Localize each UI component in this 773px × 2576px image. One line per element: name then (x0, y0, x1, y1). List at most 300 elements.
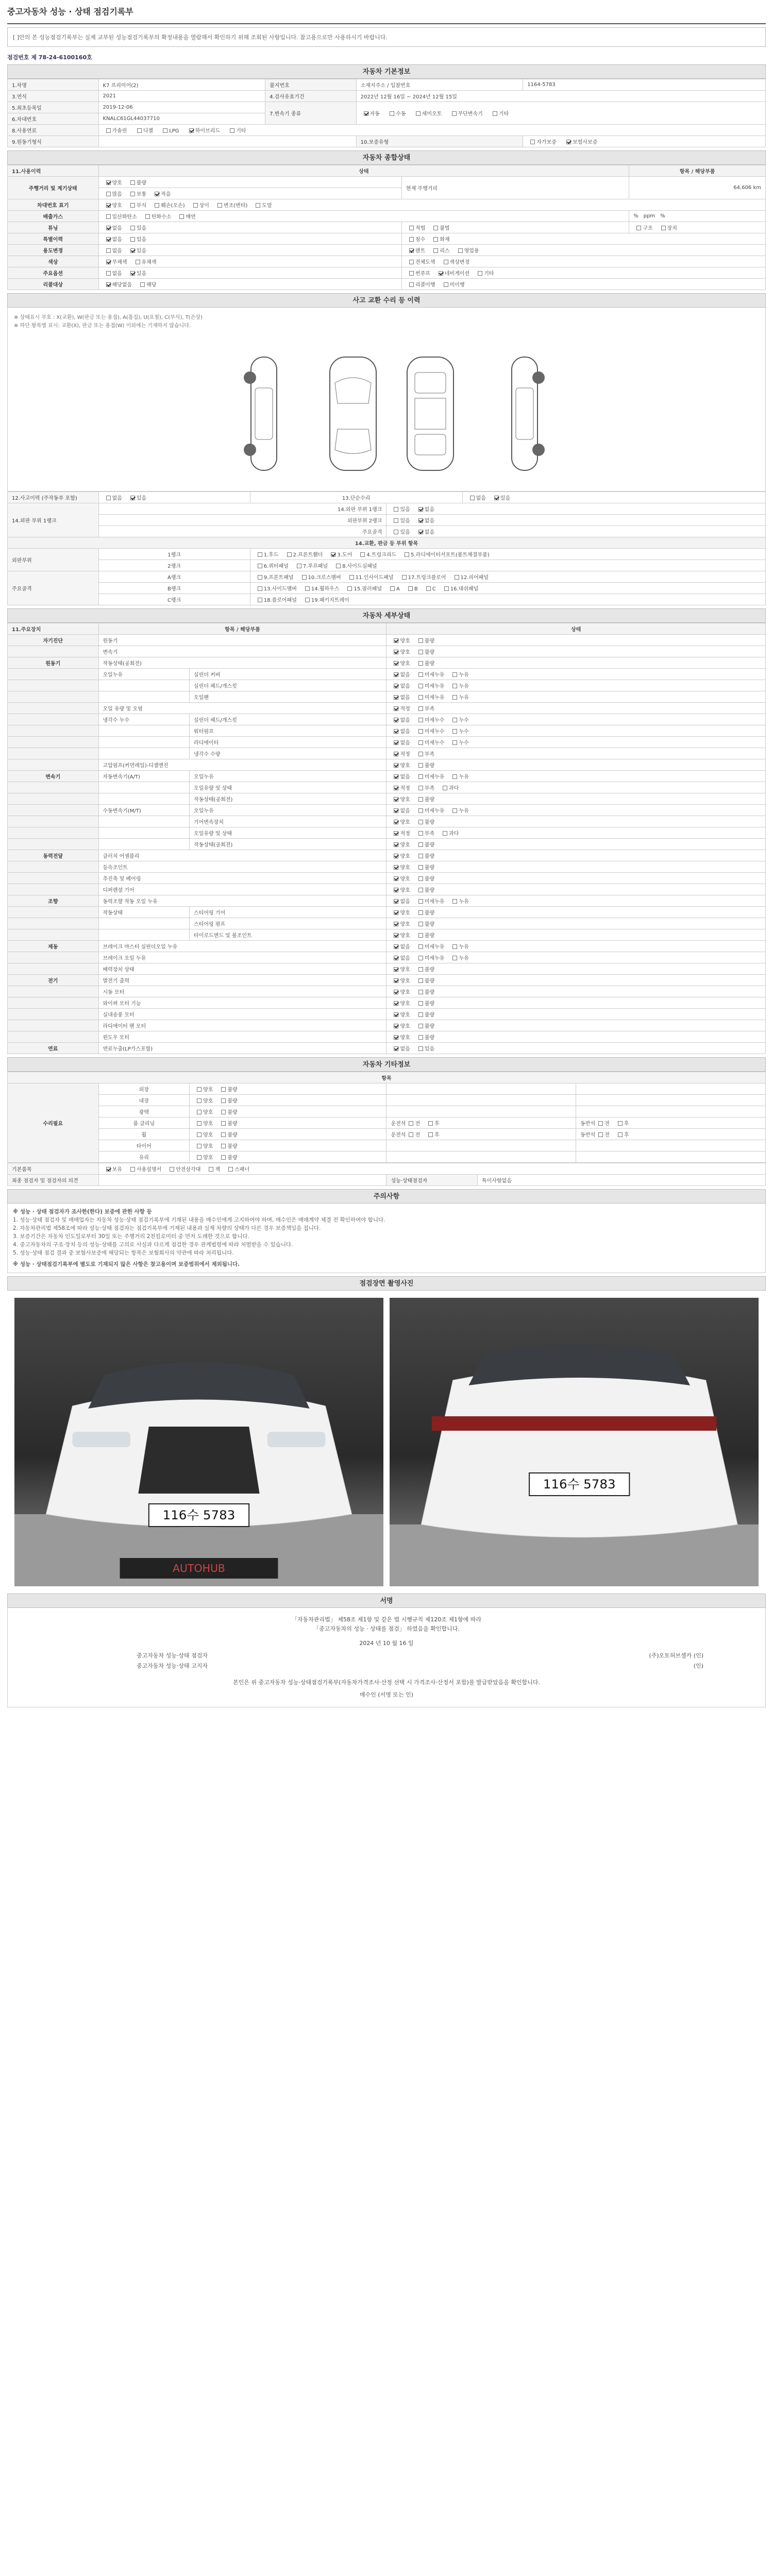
state-checkbox[interactable] (394, 1012, 398, 1017)
detail-row (8, 918, 766, 929)
detail-row (8, 1031, 766, 1043)
state-checkbox[interactable] (418, 842, 423, 847)
detail-subitem: 오일누유 (190, 771, 386, 782)
checkbox-option-etc[interactable] (478, 271, 482, 276)
state-checkbox[interactable] (443, 831, 447, 836)
state-checkbox[interactable] (418, 740, 423, 745)
checkbox-mileage-normal[interactable] (130, 192, 135, 196)
recall-options: 해당없음 해당 (98, 279, 401, 290)
detail-state (386, 907, 766, 918)
checkbox-insurance-warranty[interactable] (566, 140, 571, 144)
checkbox-pillar-b[interactable] (408, 586, 413, 591)
state-checkbox[interactable] (418, 899, 423, 904)
detail-device: 동력전달 (8, 850, 99, 861)
checkbox-rank1-no[interactable] (418, 507, 423, 512)
state-checkbox[interactable] (394, 808, 398, 813)
mileage-value: 64,606 km (629, 177, 766, 199)
detail-subitem: 타이로드엔드 및 볼조인트 (190, 929, 386, 941)
state-checkbox[interactable] (452, 944, 457, 949)
checkbox-semiauto[interactable] (416, 111, 421, 116)
other-side-cell (576, 1095, 766, 1106)
state-checkbox[interactable] (418, 944, 423, 949)
checkbox-co[interactable] (106, 214, 111, 219)
state-checkbox[interactable] (418, 876, 423, 881)
state-checkbox[interactable] (452, 684, 457, 688)
detail-row (8, 861, 766, 873)
checkbox-inside-panel[interactable] (349, 575, 354, 580)
state-checkbox[interactable] (418, 797, 423, 802)
state-checkbox[interactable] (394, 956, 398, 960)
checkbox-trunk-floor[interactable] (402, 575, 407, 580)
state-checkbox[interactable] (418, 820, 423, 824)
car-front-view-icon (322, 352, 384, 476)
state-checkbox[interactable] (418, 922, 423, 926)
checkbox-hc[interactable] (145, 214, 150, 219)
detail-state (386, 861, 766, 873)
detail-subitem: 워터펌프 (190, 725, 386, 737)
checkbox-recall-notdone[interactable] (444, 282, 448, 287)
state-checkbox[interactable] (418, 695, 423, 700)
state-checkbox[interactable] (418, 684, 423, 688)
state-checkbox[interactable] (418, 661, 423, 666)
state-checkbox[interactable] (394, 1035, 398, 1040)
rankC-parts: 18.플로어패널 19.패키지트레이 (250, 594, 765, 605)
checkbox-mileage-many[interactable] (106, 192, 111, 196)
position-checkbox[interactable] (618, 1132, 623, 1137)
state-label: 누유 (459, 672, 469, 678)
checkbox-trunk-lid[interactable] (360, 552, 365, 557)
state-checkbox[interactable] (394, 1024, 398, 1028)
state-checkbox[interactable] (197, 1144, 201, 1148)
detail-row (8, 839, 766, 850)
car-top-view-icon (399, 352, 461, 476)
state-label: 양호 (400, 933, 410, 939)
state-checkbox[interactable] (394, 910, 398, 915)
checkbox-cvt[interactable] (452, 111, 457, 116)
simple-repair-label: 13.단순수리 (250, 492, 462, 503)
vin-mark-label: 차대번호 표기 (8, 199, 99, 211)
checkbox-spanner[interactable] (228, 1167, 233, 1172)
checkbox-mileage-few[interactable] (155, 192, 159, 196)
detail-row (8, 884, 766, 895)
detail-item (98, 691, 190, 703)
checkbox-side-sill[interactable] (336, 564, 341, 568)
state-label: 미세누유 (424, 956, 445, 961)
checkbox-vin-rust[interactable] (130, 203, 135, 208)
state-checkbox[interactable] (197, 1155, 201, 1160)
state-checkbox[interactable] (452, 808, 457, 813)
checkbox-triangle[interactable] (170, 1167, 174, 1172)
checkbox-rear-panel[interactable] (455, 575, 459, 580)
state-checkbox[interactable] (452, 695, 457, 700)
state-checkbox[interactable] (418, 956, 423, 960)
state-checkbox[interactable] (221, 1144, 226, 1148)
option-type-options: 썬루프 네비게이션 기타 (401, 267, 765, 279)
state-checkbox[interactable] (418, 933, 423, 938)
checkbox-rent[interactable] (409, 248, 414, 253)
state-checkbox[interactable] (418, 990, 423, 994)
state-checkbox[interactable] (418, 638, 423, 643)
detail-item: 작동상태 (98, 907, 190, 918)
state-checkbox[interactable] (394, 933, 398, 938)
state-label: 불량 (424, 661, 435, 667)
other-item-label: 외장 (98, 1083, 190, 1095)
checkbox-tuning-device[interactable] (661, 226, 666, 230)
detail-row (8, 975, 766, 986)
checkbox-tuning-legal[interactable] (409, 226, 414, 230)
state-checkbox[interactable] (418, 1024, 423, 1028)
state-checkbox[interactable] (394, 820, 398, 824)
other-item-state (190, 1151, 386, 1163)
detail-row (8, 963, 766, 975)
state-checkbox[interactable] (394, 740, 398, 745)
state-checkbox[interactable] (418, 888, 423, 892)
checkbox-floor-panel[interactable] (258, 598, 262, 602)
checkbox-fender[interactable] (287, 552, 292, 557)
state-checkbox[interactable] (394, 752, 398, 756)
checkbox-navigation[interactable] (439, 271, 443, 276)
checkbox-rank1-yes[interactable] (394, 507, 398, 512)
state-checkbox[interactable] (394, 854, 398, 858)
state-label: 없음 (400, 740, 410, 746)
state-checkbox[interactable] (394, 967, 398, 972)
state-checkbox[interactable] (394, 1001, 398, 1006)
checkbox-recall-done[interactable] (409, 282, 414, 287)
state-label: 불량 (424, 990, 435, 995)
checkbox-tuning-illegal[interactable] (433, 226, 438, 230)
state-checkbox[interactable] (452, 729, 457, 734)
detail-device (8, 997, 99, 1009)
state-checkbox[interactable] (221, 1155, 226, 1160)
accident-options: 없음 있음 (98, 492, 250, 503)
checkbox-hybrid[interactable] (189, 128, 194, 133)
detail-subitem: 오일유량 및 상태 (190, 782, 386, 793)
state-checkbox[interactable] (418, 774, 423, 779)
state-checkbox[interactable] (418, 854, 423, 858)
detail-state (386, 1020, 766, 1031)
position-checkbox[interactable] (428, 1132, 433, 1137)
state-checkbox[interactable] (418, 865, 423, 870)
checkbox-hood[interactable] (258, 552, 262, 557)
position-checkbox[interactable] (409, 1132, 413, 1137)
detail-subitem: 오일누유 (190, 805, 386, 816)
state-checkbox[interactable] (221, 1132, 226, 1137)
state-checkbox[interactable] (418, 650, 423, 654)
state-checkbox[interactable] (197, 1110, 201, 1114)
checkbox-tuning-none[interactable] (106, 226, 111, 230)
checkbox-smoke[interactable] (179, 214, 184, 219)
detail-subitem: 실린더 커버 (190, 669, 386, 680)
checkbox-usage-none[interactable] (106, 248, 111, 253)
position-label: 전 (604, 1121, 610, 1127)
rank1-label: 1랭크 (98, 549, 250, 560)
usage-type-options: 렌트 리스 영업용 (401, 245, 765, 256)
position-checkbox[interactable] (598, 1121, 603, 1126)
state-label: 양호 (203, 1098, 213, 1104)
state-checkbox[interactable] (418, 763, 423, 768)
checkbox-gauge-bad[interactable] (130, 180, 135, 185)
detail-state (386, 680, 766, 691)
checkbox-lpg[interactable] (163, 128, 167, 133)
detail-item: 원동기 (98, 635, 386, 646)
state-checkbox[interactable] (418, 1001, 423, 1006)
state-checkbox[interactable] (221, 1098, 226, 1103)
state-label: 양호 (203, 1121, 213, 1127)
checkbox-dash-panel[interactable] (444, 586, 449, 591)
sign-area: 「자동차관리법」 제58조 제1항 및 같은 법 시행규칙 제120조 제1항에 따라 「중고자동차의 성능 · 상태를 점검」 하였음을 확인합니다. 2024 년 10 월 16 일 중고자동차 성능·상태 점검자 (주)오토허브셀카 (인) 중고자동차 성능·상태 고지자 (인) 본인은 위 중고자동차 성능·상태점검기록부(자동차가격조사·산정 선택 시 가격조사·산정서 포함)를 발급받았음을 확인합니다. 매수인 (서명 또는 인) (7, 1608, 766, 1707)
state-checkbox[interactable] (418, 1035, 423, 1040)
checkbox-achromatic[interactable] (106, 260, 111, 264)
detail-device (8, 1020, 99, 1031)
state-label: 없음 (400, 1046, 410, 1052)
checkbox-repair-yes[interactable] (494, 496, 499, 500)
state-checkbox[interactable] (394, 786, 398, 790)
checkbox-full-paint[interactable] (409, 260, 414, 264)
detail-item: 라디에이터 팬 모터 (98, 1020, 386, 1031)
detail-item (98, 816, 190, 827)
detail-row (8, 929, 766, 941)
checkbox-pillar[interactable] (347, 586, 352, 591)
checkbox-usage-yes[interactable] (130, 248, 135, 253)
checkbox-flood[interactable] (409, 237, 414, 242)
checkbox-pillar-a[interactable] (390, 586, 395, 591)
checkbox-sunroof[interactable] (409, 271, 414, 276)
state-label: 미세누유 (424, 684, 445, 689)
checkbox-radiator-support[interactable] (405, 552, 409, 557)
detail-row (8, 873, 766, 884)
checkbox-fuel-etc[interactable] (230, 128, 234, 133)
checkbox-wheel-house[interactable] (305, 586, 310, 591)
checkbox-basic-own[interactable] (106, 1167, 111, 1172)
state-checkbox[interactable] (418, 967, 423, 972)
other-side-cell (386, 1095, 576, 1106)
state-checkbox[interactable] (452, 899, 457, 904)
checkbox-special-none[interactable] (106, 237, 111, 242)
detail-subitem: 냉각수 수량 (190, 748, 386, 759)
checkbox-quarter[interactable] (258, 564, 262, 568)
checkbox-manual[interactable] (390, 111, 394, 116)
state-checkbox[interactable] (221, 1087, 226, 1092)
state-checkbox[interactable] (394, 978, 398, 983)
detail-item: 시동 모터 (98, 986, 386, 997)
checkbox-auto[interactable] (364, 111, 368, 116)
detail-state (386, 748, 766, 759)
tuning-type-options: 구조 장치 (629, 222, 766, 233)
checkbox-vin-damage[interactable] (155, 203, 159, 208)
checkbox-options-yes[interactable] (130, 271, 135, 276)
detail-state (386, 793, 766, 805)
checkbox-trans-etc[interactable] (493, 111, 497, 116)
front-car-image (14, 1298, 383, 1586)
state-label: 미세누유 (424, 899, 445, 905)
checkbox-door[interactable] (331, 552, 335, 557)
state-checkbox[interactable] (394, 774, 398, 779)
state-checkbox[interactable] (394, 797, 398, 802)
state-label: 불량 (424, 820, 435, 825)
state-checkbox[interactable] (394, 672, 398, 677)
checkbox-cross-member[interactable] (302, 575, 307, 580)
basic-items-options: 보유 사용설명서 안전삼각대 잭 스패너 (98, 1163, 765, 1175)
other-row (8, 1129, 766, 1140)
state-checkbox[interactable] (452, 672, 457, 677)
other-side-cell (386, 1106, 576, 1117)
checkbox-vin-paint[interactable] (256, 203, 260, 208)
state-checkbox[interactable] (394, 695, 398, 700)
checkbox-rank2-yes[interactable] (394, 518, 398, 523)
state-checkbox[interactable] (394, 876, 398, 881)
state-checkbox[interactable] (394, 831, 398, 836)
state-label: 불량 (424, 1012, 435, 1018)
state-checkbox[interactable] (452, 718, 457, 722)
checkbox-vin-good[interactable] (106, 203, 111, 208)
checkbox-lease[interactable] (433, 248, 438, 253)
rear-plate-text: 116수 5783 (543, 1477, 616, 1492)
checkbox-vin-alter[interactable] (217, 203, 222, 208)
checkbox-side-member[interactable] (258, 586, 262, 591)
outer-rank1-options: 있음 없음 (386, 503, 766, 515)
state-checkbox[interactable] (394, 990, 398, 994)
checkbox-accident-yes[interactable] (130, 496, 135, 500)
year-value: 2021 (98, 91, 265, 102)
state-label: 미세누수 (424, 740, 445, 746)
checkbox-business[interactable] (458, 248, 463, 253)
state-checkbox[interactable] (394, 661, 398, 666)
state-checkbox[interactable] (418, 831, 423, 836)
rankC-label: C랭크 (98, 594, 250, 605)
checkbox-special-yes[interactable] (130, 237, 135, 242)
accident-table (7, 492, 766, 605)
state-checkbox[interactable] (443, 786, 447, 790)
detail-item (98, 918, 190, 929)
checkbox-fire[interactable] (433, 237, 438, 242)
detail-state (386, 895, 766, 907)
state-label: 불량 (424, 854, 435, 859)
state-label: 양호 (400, 763, 410, 769)
detail-subitem: 스티어링 기어 (190, 907, 386, 918)
state-checkbox[interactable] (394, 888, 398, 892)
state-checkbox[interactable] (394, 1046, 398, 1051)
front-plate-text: 116수 5783 (162, 1507, 236, 1522)
state-checkbox[interactable] (418, 808, 423, 813)
state-checkbox[interactable] (394, 729, 398, 734)
state-checkbox[interactable] (394, 763, 398, 768)
state-checkbox[interactable] (418, 978, 423, 983)
state-checkbox[interactable] (221, 1110, 226, 1114)
checkbox-gauge-good[interactable] (106, 180, 111, 185)
checkbox-options-none[interactable] (106, 271, 111, 276)
checkbox-accident-none[interactable] (106, 496, 111, 500)
detail-state (386, 759, 766, 771)
checkbox-rank2-no[interactable] (418, 518, 423, 523)
detail-state (386, 963, 766, 975)
state-checkbox[interactable] (418, 910, 423, 915)
state-label: 양호 (400, 638, 410, 644)
checkbox-recall-yes[interactable] (140, 282, 145, 287)
state-checkbox[interactable] (394, 842, 398, 847)
state-checkbox[interactable] (418, 729, 423, 734)
checkbox-chromatic[interactable] (136, 260, 140, 264)
checkbox-self-warranty[interactable] (530, 140, 535, 144)
checkbox-diesel[interactable] (137, 128, 142, 133)
checkbox-manual-book[interactable] (130, 1167, 135, 1172)
state-checkbox[interactable] (394, 865, 398, 870)
state-checkbox[interactable] (394, 638, 398, 643)
checkbox-recall-none[interactable] (106, 282, 111, 287)
detail-device (8, 703, 99, 714)
autohub-sign: AUTOHUB (173, 1562, 225, 1574)
checkbox-repair-none[interactable] (470, 496, 475, 500)
state-checkbox[interactable] (394, 706, 398, 711)
checkbox-tuning-yes[interactable] (130, 226, 135, 230)
overall-head-items: 항목 / 해당부품 (629, 165, 766, 177)
state-checkbox[interactable] (418, 786, 423, 790)
state-checkbox[interactable] (418, 1046, 423, 1051)
state-checkbox[interactable] (394, 684, 398, 688)
notes-band: 주의사항 (7, 1189, 766, 1204)
checkbox-frame-yes[interactable] (394, 530, 398, 534)
checkbox-frame-no[interactable] (418, 530, 423, 534)
exterior-panel (7, 308, 766, 492)
state-checkbox[interactable] (197, 1132, 201, 1137)
state-checkbox[interactable] (394, 718, 398, 722)
checkbox-color-change[interactable] (444, 260, 448, 264)
plate-value: 1164-5783 (523, 79, 766, 91)
detail-device (8, 873, 99, 884)
detail-row (8, 748, 766, 759)
basic-items-label: 기본품목 (8, 1163, 99, 1175)
accident-label: 12.사고이력 (주작동부 포함) (8, 492, 99, 503)
state-checkbox[interactable] (418, 706, 423, 711)
state-checkbox[interactable] (394, 922, 398, 926)
state-checkbox[interactable] (394, 899, 398, 904)
state-checkbox[interactable] (418, 752, 423, 756)
state-checkbox[interactable] (197, 1121, 201, 1126)
state-label: 양호 (400, 978, 410, 984)
state-checkbox[interactable] (394, 650, 398, 654)
state-checkbox[interactable] (221, 1121, 226, 1126)
validity-value: 2022년 12월 16일 ~ 2024년 12월 15일 (356, 91, 765, 102)
main-options-label: 주요옵션 (8, 267, 99, 279)
checkbox-pillar-c[interactable] (426, 586, 431, 591)
state-checkbox[interactable] (418, 1012, 423, 1017)
other-item-state (190, 1140, 386, 1151)
checkbox-package-tray[interactable] (305, 598, 310, 602)
detail-state (386, 771, 766, 782)
position-checkbox[interactable] (409, 1121, 413, 1126)
state-checkbox[interactable] (452, 774, 457, 779)
checkbox-vin-diff[interactable] (193, 203, 198, 208)
checkbox-gasoline[interactable] (106, 128, 111, 133)
fuel-label: 8.사용연료 (8, 125, 99, 136)
checkbox-tuning-struct[interactable] (636, 226, 641, 230)
position-checkbox[interactable] (428, 1121, 433, 1126)
state-checkbox[interactable] (418, 718, 423, 722)
state-checkbox[interactable] (418, 672, 423, 677)
checkbox-roof[interactable] (297, 564, 301, 568)
state-checkbox[interactable] (394, 944, 398, 949)
state-checkbox[interactable] (197, 1098, 201, 1103)
position-checkbox[interactable] (618, 1121, 623, 1126)
outer-rank2-label: 외판부위 2랭크 (98, 515, 386, 526)
checkbox-jack[interactable] (209, 1167, 213, 1172)
checkbox-front-panel[interactable] (258, 575, 262, 580)
detail-device: 조향 (8, 895, 99, 907)
state-checkbox[interactable] (452, 956, 457, 960)
state-checkbox[interactable] (197, 1087, 201, 1092)
state-label: 양호 (203, 1132, 213, 1138)
state-checkbox[interactable] (452, 740, 457, 745)
position-checkbox[interactable] (598, 1132, 603, 1137)
